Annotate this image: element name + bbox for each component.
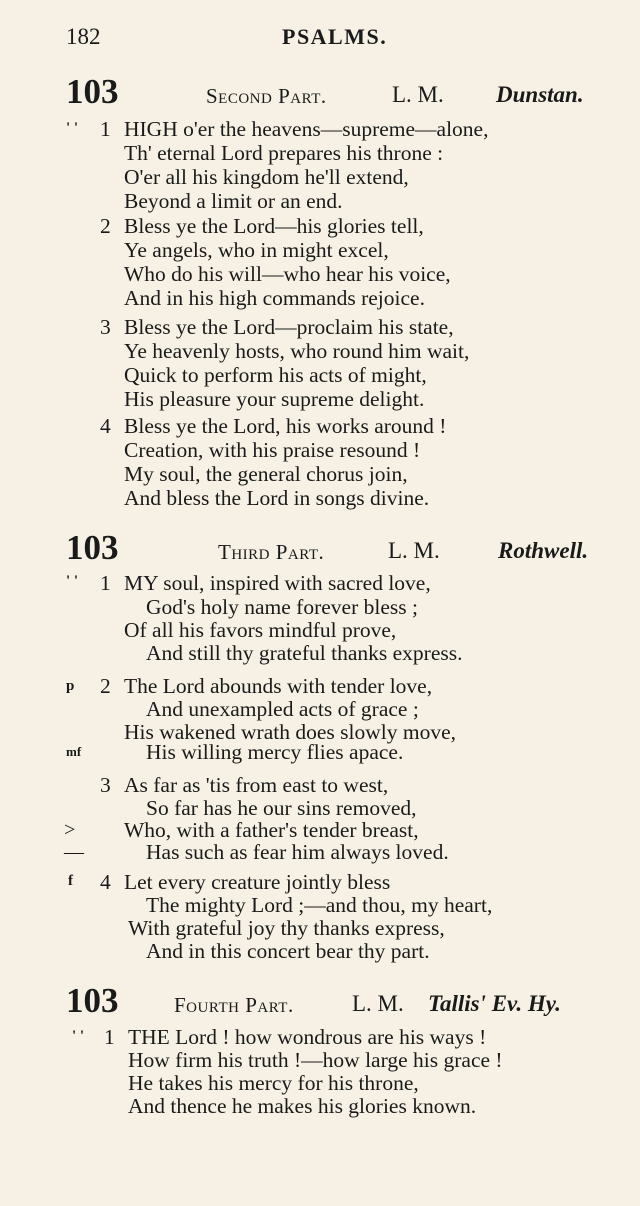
verse-number: 1 <box>100 117 111 141</box>
expression-marker: f <box>68 873 73 889</box>
hymn-tune: Dunstan. <box>496 82 584 107</box>
dash-marker: — <box>64 841 84 863</box>
hymn-line: THE Lord ! how wondrous are his ways ! <box>128 1025 487 1049</box>
hymn-part: Second Part. <box>206 84 327 108</box>
running-title: PSALMS. <box>282 24 388 49</box>
hymn-line: How firm his truth !—how large his grace ! <box>128 1048 503 1072</box>
hymn-line: And still thy grateful thanks express. <box>146 641 463 665</box>
verse-number: 2 <box>100 214 111 238</box>
hymn-header <box>66 530 606 574</box>
verse-number: 1 <box>104 1025 115 1049</box>
expression-marker: p <box>66 678 75 694</box>
hymn-meter: L. M. <box>352 991 404 1016</box>
hymn-line: His wakened wrath does slowly move, <box>124 720 456 744</box>
verse-number: 1 <box>100 571 111 595</box>
dynamic-marker: mf <box>66 744 82 759</box>
hymn-line: Let every creature jointly bless <box>124 870 391 894</box>
hymn-number: 103 <box>66 981 119 1020</box>
hymn-line: MY soul, inspired with sacred love, <box>124 571 431 595</box>
verse-number: 3 <box>100 773 111 797</box>
verse-number: 4 <box>100 414 111 438</box>
hymn-line: Bless ye the Lord, his works around ! <box>124 414 447 438</box>
hymn-line: Ye heavenly hosts, who round him wait, <box>124 339 470 363</box>
hymn-line: As far as 'tis from east to west, <box>124 773 389 797</box>
hymn-number: 103 <box>66 528 119 567</box>
hymn-line: Beyond a limit or an end. <box>124 189 343 213</box>
hymn-line: O'er all his kingdom he'll extend, <box>124 165 409 189</box>
verse-number: 2 <box>100 674 111 698</box>
hymn-line: And in this concert bear thy part. <box>146 939 430 963</box>
running-head <box>66 24 600 56</box>
hymn-line: And in his high commands rejoice. <box>124 286 425 310</box>
hymn-line: The mighty Lord ;—and thou, my heart, <box>146 893 493 917</box>
hymn-line: And thence he makes his glories known. <box>128 1094 477 1118</box>
hymn-line: Ye angels, who in might excel, <box>124 238 389 262</box>
hymn-part: Third Part. <box>218 540 325 564</box>
hymn-line: Th' eternal Lord prepares his throne : <box>124 141 444 165</box>
hymn-line: HIGH o'er the heavens—supreme—alone, <box>124 117 489 141</box>
hymn-meter: L. M. <box>388 538 440 563</box>
hymn-line: Creation, with his praise resound ! <box>124 438 421 462</box>
hymn-line: So far has he our sins removed, <box>146 796 417 820</box>
hymn-line: My soul, the general chorus join, <box>124 462 408 486</box>
accent-marker: > <box>64 819 76 841</box>
hymn-part: Fourth Part. <box>174 993 294 1017</box>
hymn-line: Bless ye the Lord—proclaim his state, <box>124 315 454 339</box>
hymn-line: His pleasure your supreme delight. <box>124 387 425 411</box>
verse-number: 3 <box>100 315 111 339</box>
hymn-tune: Rothwell. <box>498 538 589 563</box>
hymn-line: Who, with a father's tender breast, <box>124 818 419 842</box>
hymn-line: Who do his will—who hear his voice, <box>124 262 451 286</box>
verse-number: 4 <box>100 870 111 894</box>
hymn-line: God's holy name forever bless ; <box>146 595 418 619</box>
hymn-line: His willing mercy flies apace. <box>146 740 404 764</box>
hymn-line: Has such as fear him always loved. <box>146 840 449 864</box>
hymn-line: The Lord abounds with tender love, <box>124 674 433 698</box>
hymn-line: Of all his favors mindful prove, <box>124 618 397 642</box>
expression-marker: ' ' <box>72 1028 85 1044</box>
hymn-meter: L. M. <box>392 82 444 107</box>
hymn-line: Quick to perform his acts of might, <box>124 363 427 387</box>
hymn-line: He takes his mercy for his throne, <box>128 1071 419 1095</box>
hymn-header <box>66 983 606 1027</box>
hymn-line: And unexampled acts of grace ; <box>146 697 419 721</box>
hymn-tune: Tallis' Ev. Hy. <box>428 991 561 1016</box>
expression-marker: ' ' <box>66 573 79 589</box>
hymn-number: 103 <box>66 72 119 111</box>
hymn-header <box>66 74 606 118</box>
page-number: 182 <box>66 24 101 49</box>
hymn-line: Bless ye the Lord—his glories tell, <box>124 214 424 238</box>
hymn-line: With grateful joy thy thanks express, <box>128 916 445 940</box>
hymn-line: And bless the Lord in songs divine. <box>124 486 430 510</box>
expression-marker: ' ' <box>66 120 79 136</box>
